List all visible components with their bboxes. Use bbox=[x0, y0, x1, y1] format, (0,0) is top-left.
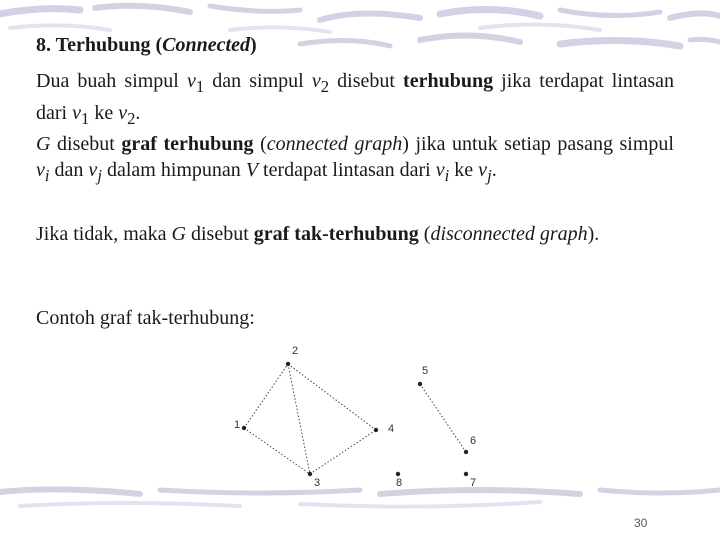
math-var: G bbox=[171, 223, 186, 245]
graph-node-4 bbox=[374, 428, 378, 432]
math-var: v bbox=[435, 159, 445, 181]
graph-node-6 bbox=[464, 450, 468, 454]
text-run: dan bbox=[49, 159, 89, 181]
graph-node-label: 6 bbox=[470, 435, 477, 447]
text-run: . bbox=[135, 102, 141, 124]
graph-edges bbox=[244, 364, 466, 474]
math-var: v bbox=[72, 102, 81, 124]
definition-connected-graph bbox=[36, 131, 674, 189]
graph-node-label: 3 bbox=[314, 477, 321, 489]
math-var: V bbox=[245, 159, 259, 181]
text-run: ( bbox=[253, 133, 267, 155]
text-run: ke bbox=[449, 159, 479, 181]
text-run: dan simpul bbox=[204, 70, 312, 92]
graph-node-label: 4 bbox=[388, 423, 395, 435]
term-italic: disconnected graph bbox=[430, 223, 588, 245]
text-run: ). bbox=[587, 223, 600, 245]
disconnected-graph-figure bbox=[220, 340, 500, 490]
math-sub: j bbox=[487, 166, 492, 185]
math-var: v bbox=[478, 159, 488, 181]
slide-title bbox=[36, 34, 257, 57]
graph-nodes bbox=[234, 345, 476, 489]
graph-node-7 bbox=[464, 472, 468, 476]
math-sub: i bbox=[444, 166, 450, 185]
math-var: v bbox=[311, 70, 321, 92]
graph-node-label: 7 bbox=[470, 477, 477, 489]
math-sub: 2 bbox=[320, 77, 330, 96]
text-run: disebut bbox=[329, 70, 404, 92]
graph-node-label: 5 bbox=[422, 365, 429, 377]
graph-node-2 bbox=[286, 362, 290, 366]
graph-node-label: 2 bbox=[292, 345, 299, 357]
text-run: disebut bbox=[185, 223, 254, 245]
example-caption: Contoh graf tak-terhubung: bbox=[36, 307, 255, 329]
graph-node-1 bbox=[242, 426, 246, 430]
term-bold: graf tak-terhubung bbox=[253, 223, 419, 245]
text-run: ( bbox=[418, 223, 431, 245]
math-sub: j bbox=[97, 166, 102, 185]
term-bold: terhubung bbox=[403, 70, 494, 92]
math-sub: 1 bbox=[80, 109, 90, 128]
text-run: jika terdapat lintasan dari bbox=[36, 70, 674, 124]
text-run: Dua buah simpul bbox=[36, 70, 187, 92]
text-run: disebut bbox=[50, 133, 122, 155]
math-var: v bbox=[118, 102, 128, 124]
graph-node-label: 8 bbox=[396, 477, 403, 489]
title-prefix: 8. Terhubung ( bbox=[36, 34, 163, 56]
graph-edge-3-4 bbox=[310, 430, 376, 474]
footer-decoration bbox=[0, 484, 720, 540]
math-var: v bbox=[88, 159, 98, 181]
graph-edge-1-2 bbox=[244, 364, 288, 428]
graph-edge-2-3 bbox=[288, 364, 310, 474]
title-suffix: ) bbox=[249, 34, 257, 56]
text-run: ) jika untuk setiap pasang simpul bbox=[402, 133, 674, 155]
math-var: v bbox=[36, 159, 45, 181]
graph-edge-5-6 bbox=[420, 384, 466, 452]
text-run: terdapat lintasan dari bbox=[258, 159, 436, 181]
graph-node-8 bbox=[396, 472, 400, 476]
definition-connected-vertices bbox=[36, 68, 674, 132]
definition-disconnected-graph bbox=[36, 221, 674, 247]
graph-node-3 bbox=[308, 472, 312, 476]
text-run: . bbox=[491, 159, 497, 181]
page-number: 30 bbox=[634, 516, 648, 530]
term-italic: connected graph bbox=[266, 133, 403, 155]
title-italic: Connected bbox=[162, 34, 250, 56]
math-var: G bbox=[36, 133, 51, 155]
graph-node-5 bbox=[418, 382, 422, 386]
graph-node-label: 1 bbox=[234, 419, 241, 431]
text-run: ke bbox=[89, 102, 119, 124]
math-sub: 2 bbox=[127, 109, 136, 128]
math-sub: 1 bbox=[195, 77, 205, 96]
graph-edge-1-3 bbox=[244, 428, 310, 474]
text-run: dalam himpunan bbox=[101, 159, 246, 181]
graph-edge-2-4 bbox=[288, 364, 376, 430]
math-var: v bbox=[186, 70, 196, 92]
term-bold: graf terhubung bbox=[121, 133, 254, 155]
text-run: Jika tidak, maka bbox=[36, 223, 172, 245]
math-sub: i bbox=[44, 166, 50, 185]
